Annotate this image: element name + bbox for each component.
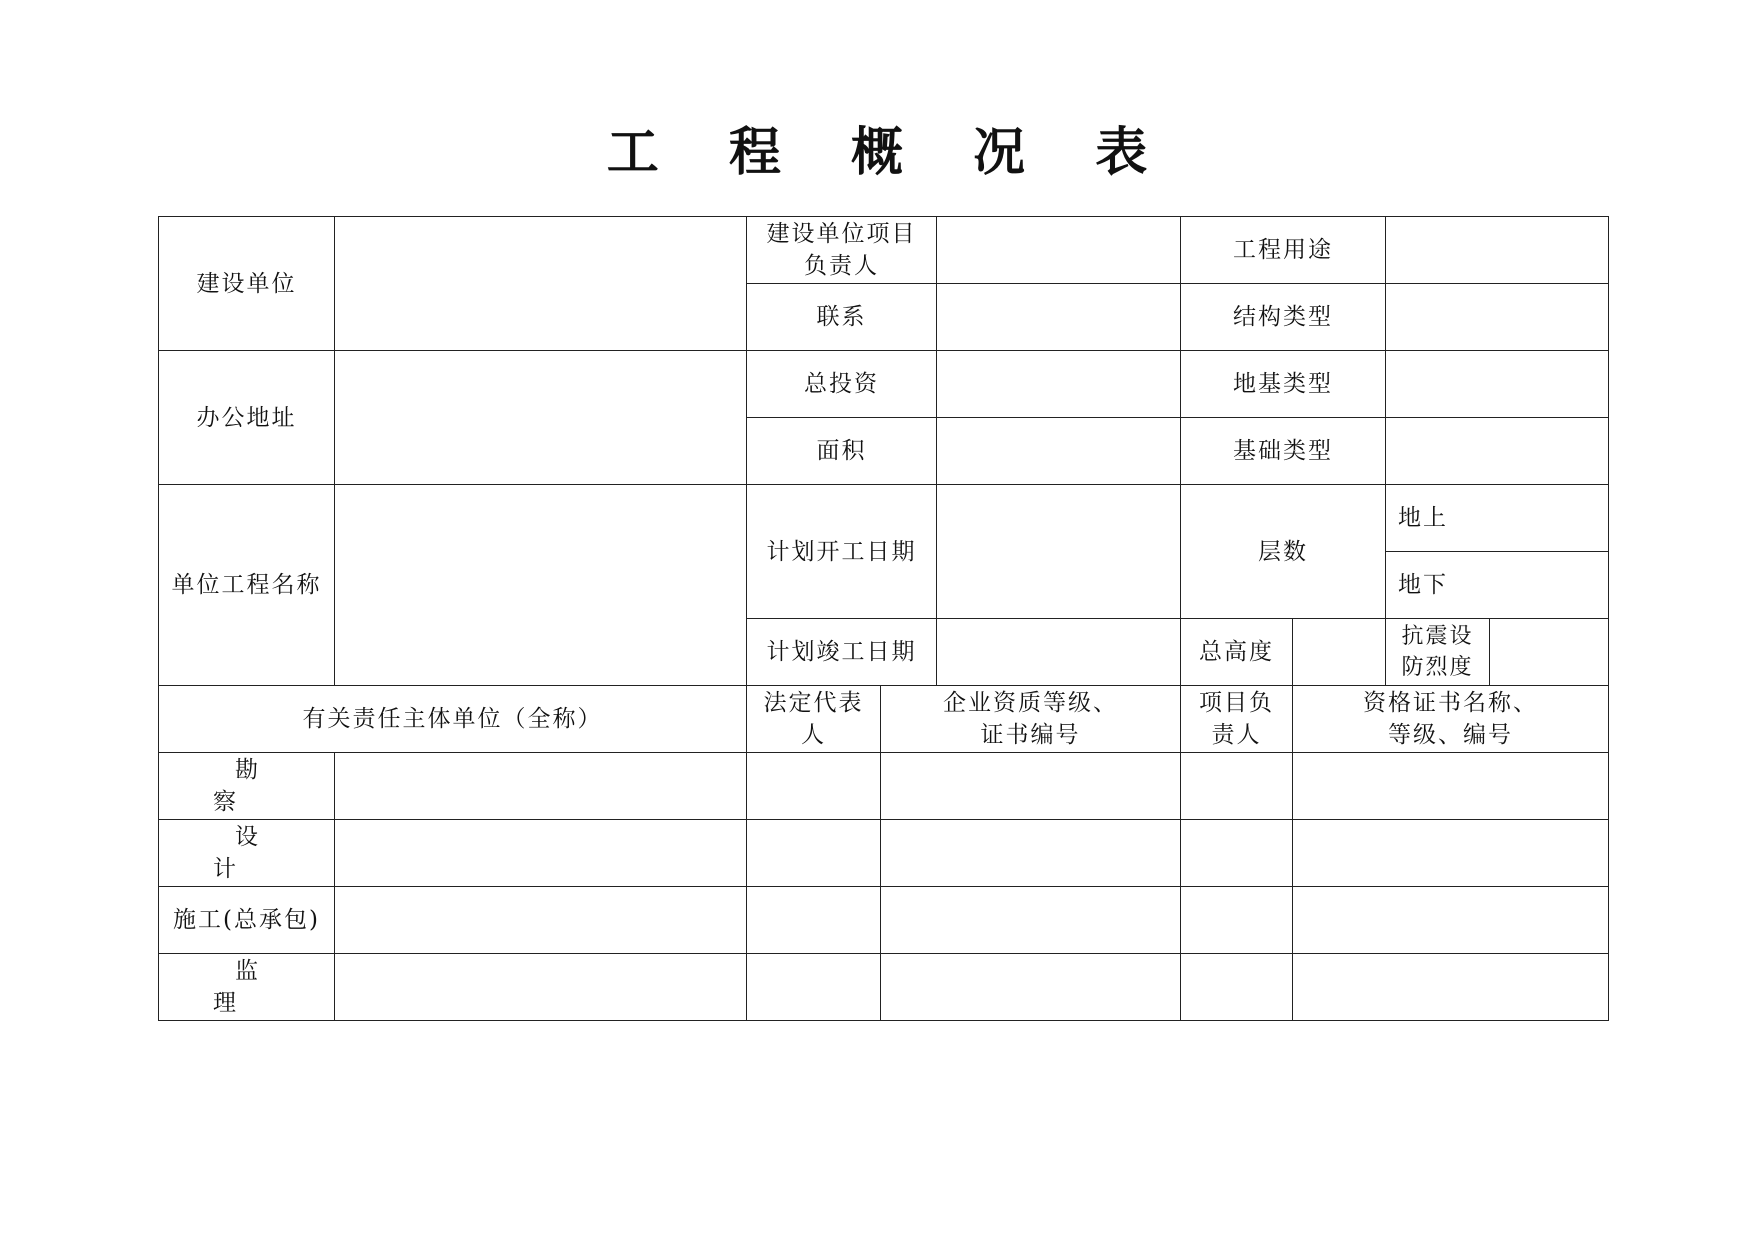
party-design-name[interactable] (335, 820, 747, 887)
seismic-intensity-label (1386, 619, 1490, 686)
party-supervision-certificate[interactable] (1293, 954, 1609, 1021)
document-title: 工 程 概 况 表 (606, 123, 1174, 183)
party-supervision-qualification[interactable] (881, 954, 1181, 1021)
party-design-certificate[interactable] (1293, 820, 1609, 887)
table-row (159, 887, 1609, 954)
foundation-type-value[interactable] (1386, 418, 1609, 485)
total-height-value[interactable] (1293, 619, 1386, 686)
party-supervision-name[interactable] (335, 954, 747, 1021)
party-design-qualification[interactable] (881, 820, 1181, 887)
project-leader-label-line1: 建设单位项目 (766, 221, 917, 247)
planned-start-date-value[interactable] (937, 485, 1181, 619)
table-row (159, 954, 1609, 1021)
party-construction-label: 施工(总承包) (159, 887, 335, 954)
above-ground-label[interactable]: 地上 (1386, 485, 1609, 552)
planned-completion-date-value[interactable] (937, 619, 1181, 686)
party-design-label (159, 820, 335, 887)
certificate-header-line1: 资格证书名称、 (1363, 690, 1538, 716)
total-investment-label: 总投资 (747, 351, 937, 418)
qualification-header-line2: 证书编号 (980, 722, 1081, 748)
party-survey-manager[interactable] (1181, 753, 1293, 820)
project-manager-header (1181, 686, 1293, 753)
legal-representative-header-line1: 法定代表 (763, 690, 864, 716)
table-row (159, 485, 1609, 552)
planned-start-date-label: 计划开工日期 (747, 485, 937, 619)
party-construction-certificate[interactable] (1293, 887, 1609, 954)
party-survey-label-text: 勘察 (213, 757, 302, 815)
area-label: 面积 (747, 418, 937, 485)
party-construction-qualification[interactable] (881, 887, 1181, 954)
total-investment-value[interactable] (937, 351, 1181, 418)
party-design-legal-rep[interactable] (747, 820, 881, 887)
party-construction-legal-rep[interactable] (747, 887, 881, 954)
legal-representative-header (747, 686, 881, 753)
seismic-intensity-label-line2: 防烈度 (1401, 655, 1474, 680)
project-leader-label (747, 217, 937, 284)
legal-representative-header-line2: 人 (801, 722, 826, 748)
project-overview-table (158, 216, 1609, 1021)
table-row (159, 753, 1609, 820)
project-manager-header-line2: 责人 (1211, 722, 1262, 748)
table-row (159, 217, 1609, 284)
responsible-units-header: 有关责任主体单位（全称） (159, 686, 747, 753)
area-value[interactable] (937, 418, 1181, 485)
structure-type-value[interactable] (1386, 284, 1609, 351)
contact-label: 联系 (747, 284, 937, 351)
table-row (159, 820, 1609, 887)
planned-completion-date-label: 计划竣工日期 (747, 619, 937, 686)
table-row (159, 686, 1609, 753)
seismic-intensity-label-line1: 抗震设 (1401, 624, 1474, 649)
project-manager-header-line1: 项目负 (1199, 690, 1274, 716)
construction-unit-value[interactable] (335, 217, 747, 351)
party-design-manager[interactable] (1181, 820, 1293, 887)
party-supervision-label-text: 监理 (213, 958, 302, 1016)
party-supervision-manager[interactable] (1181, 954, 1293, 1021)
party-design-label-text: 设计 (213, 824, 302, 882)
party-supervision-label (159, 954, 335, 1021)
party-survey-label (159, 753, 335, 820)
construction-unit-label: 建设单位 (159, 217, 335, 351)
project-use-value[interactable] (1386, 217, 1609, 284)
floors-label: 层数 (1181, 485, 1386, 619)
total-height-label: 总高度 (1181, 619, 1293, 686)
party-survey-legal-rep[interactable] (747, 753, 881, 820)
foundation-soil-type-label: 地基类型 (1181, 351, 1386, 418)
party-supervision-legal-rep[interactable] (747, 954, 881, 1021)
seismic-intensity-value[interactable] (1490, 619, 1609, 686)
office-address-label: 办公地址 (159, 351, 335, 485)
structure-type-label: 结构类型 (1181, 284, 1386, 351)
project-leader-label-line2: 负责人 (804, 253, 879, 279)
certificate-header (1293, 686, 1609, 753)
unit-project-name-value[interactable] (335, 485, 747, 686)
below-ground-label[interactable]: 地下 (1386, 552, 1609, 619)
project-use-label: 工程用途 (1181, 217, 1386, 284)
qualification-header-line1: 企业资质等级、 (943, 690, 1118, 716)
party-survey-qualification[interactable] (881, 753, 1181, 820)
unit-project-name-label: 单位工程名称 (159, 485, 335, 686)
party-survey-certificate[interactable] (1293, 753, 1609, 820)
foundation-soil-type-value[interactable] (1386, 351, 1609, 418)
office-address-value[interactable] (335, 351, 747, 485)
table-row (159, 351, 1609, 418)
certificate-header-line2: 等级、编号 (1388, 722, 1513, 748)
foundation-type-label: 基础类型 (1181, 418, 1386, 485)
qualification-header (881, 686, 1181, 753)
party-construction-name[interactable] (335, 887, 747, 954)
project-leader-value[interactable] (937, 217, 1181, 284)
contact-value[interactable] (937, 284, 1181, 351)
party-construction-manager[interactable] (1181, 887, 1293, 954)
party-survey-name[interactable] (335, 753, 747, 820)
